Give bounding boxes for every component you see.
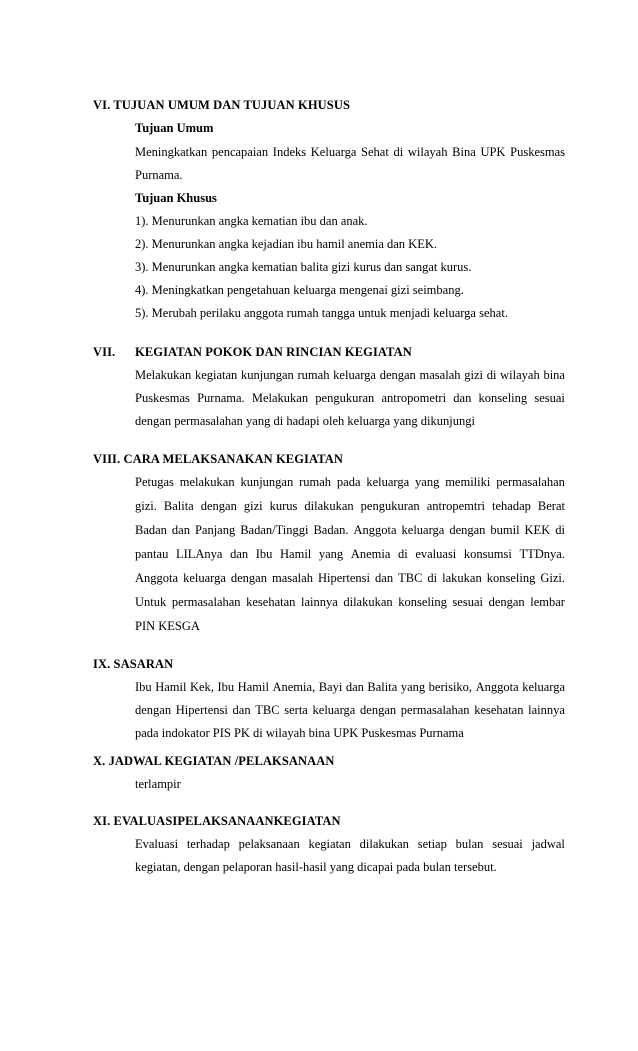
section-9-line-1: Ibu Hamil Kek, Ibu Hamil Anemia, Bayi dan Balita yang berisiko, Anggota keluarga [135,680,565,694]
section-10-heading: X. JADWAL KEGIATAN /PELAKSANAAN [93,754,335,768]
tujuan-khusus-item-4: 4). Meningkatkan pengetahuan keluarga mengenai gizi seimbang. [135,283,464,297]
section-11-line-1: Evaluasi terhadap pelaksanaan kegiatan dilakukan setiap bulan sesuai jadwal [135,837,565,851]
section-9-line-3: pada indokator PIS PK di wilayah bina UPK Puskesmas Purnama [135,726,464,740]
section-8-line-6: Untuk permasalahan kesehatan lainnya dilakukan konseling sesuai dengan lembar [135,595,565,609]
tujuan-umum-title: Tujuan Umum [135,121,214,135]
section-7-number: VII. [93,345,116,359]
tujuan-khusus-item-3: 3). Menurunkan angka kematian balita gizi kurus dan sangat kurus. [135,260,472,274]
tujuan-khusus-title: Tujuan Khusus [135,191,217,205]
section-11-line-2: kegiatan, dengan pelaporan hasil-hasil yang dicapai pada bulan tersebut. [135,860,497,874]
section-8-line-2: gizi. Balita dengan gizi kurus dilakukan pengukuran antropemtri tehadap Berat [135,499,565,513]
section-8-line-7: PIN KESGA [135,619,200,633]
tujuan-khusus-item-1: 1). Menurunkan angka kematian ibu dan anak. [135,214,368,228]
section-9-line-2: dengan Hipertensi dan TBC serta keluarga dengan permasalahan kesehatan lainnya [135,703,565,717]
section-8-line-5: Anggota keluarga dengan masalah Hipertensi dan TBC di lakukan konseling Gizi. [135,571,565,585]
section-7-line-1: Melakukan kegiatan kunjungan rumah keluarga dengan masalah gizi di wilayah bina [135,368,565,382]
section-7-heading: KEGIATAN POKOK DAN RINCIAN KEGIATAN [135,345,412,359]
section-8-heading: VIII. CARA MELAKSANAKAN KEGIATAN [93,452,343,466]
section-8-line-4: pantau LILAnya dan Ibu Hamil yang Anemia di evaluasi konsumsi TTDnya. [135,547,565,561]
tujuan-umum-line-2: Purnama. [135,168,183,182]
tujuan-umum-line-1: Meningkatkan pencapaian Indeks Keluarga Sehat di wilayah Bina UPK Puskesmas [135,145,565,159]
section-10-line-1: terlampir [135,777,181,791]
section-8-line-1: Petugas melakukan kunjungan rumah pada keluarga yang memiliki permasalahan [135,475,565,489]
tujuan-khusus-item-5: 5). Merubah perilaku anggota rumah tangga untuk menjadi keluarga sehat. [135,306,508,320]
section-6-heading: VI. TUJUAN UMUM DAN TUJUAN KHUSUS [93,98,351,112]
section-8-line-3: Badan dan Panjang Badan/Tinggi Badan. Anggota keluarga dengan bumil KEK di [135,523,565,537]
section-11-heading: XI. EVALUASIPELAKSANAANKEGIATAN [93,814,341,828]
section-7-line-3: dengan permasalahan yang di hadapi oleh keluarga yang dikunjungi [135,414,475,428]
section-9-heading: IX. SASARAN [93,657,174,671]
tujuan-khusus-item-2: 2). Menurunkan angka kejadian ibu hamil anemia dan KEK. [135,237,437,251]
section-7-line-2: Puskesmas Purnama. Melakukan pengukuran antropometri dan konseling sesuai [135,391,565,405]
